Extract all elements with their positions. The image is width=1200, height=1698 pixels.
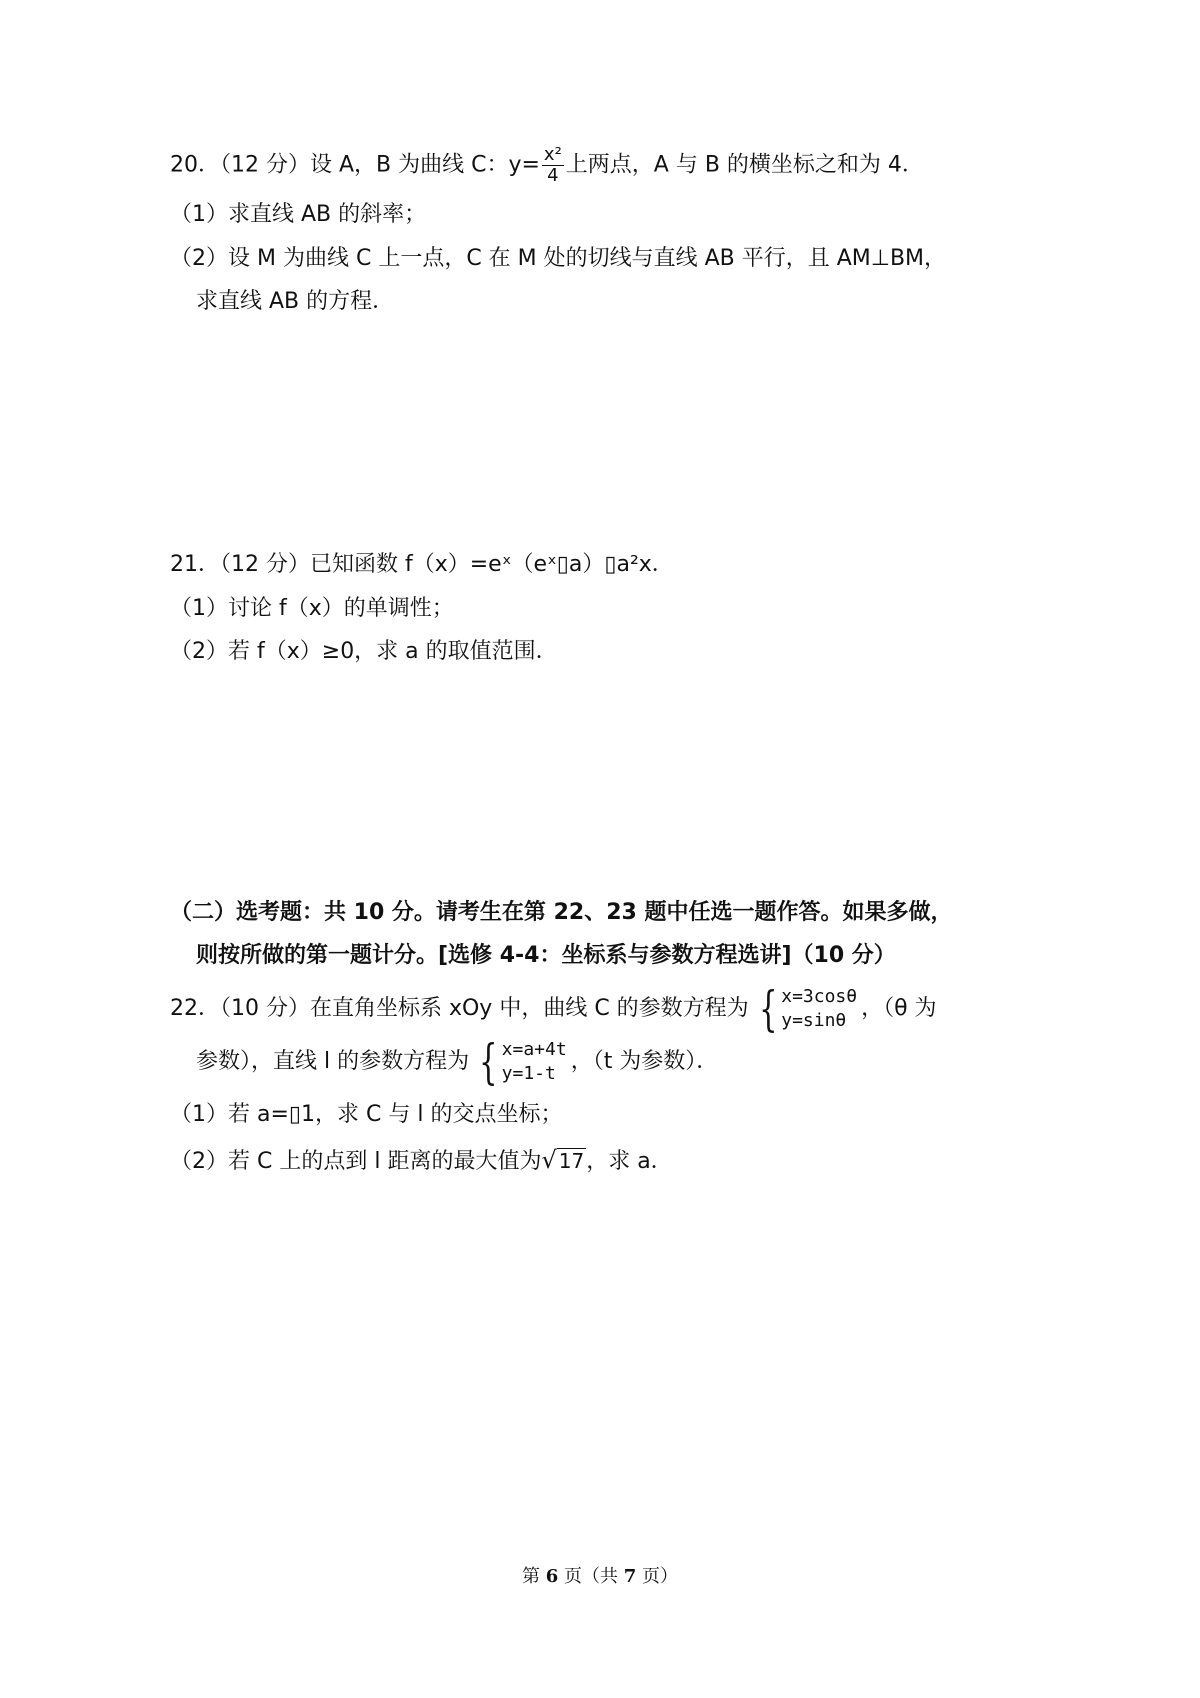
q22-part2-tail: ，求 a． bbox=[586, 1149, 673, 1174]
q22-line-eq-x: x=a+4t bbox=[501, 1039, 567, 1060]
q22-line-system bbox=[473, 1034, 567, 1090]
q22-stem-lead: 22．（10 分）在直角坐标系 xOy 中，曲线 C 的参数方程为 bbox=[170, 996, 749, 1021]
radical-icon: √ bbox=[541, 1146, 557, 1174]
q20-stem-tail: 上两点，A 与 B 的横坐标之和为 4． bbox=[565, 152, 924, 178]
q21-part1: （1）讨论 f（x）的单调性； bbox=[170, 596, 454, 621]
q21-stem: 21．（12 分）已知函数 f（x）=eˣ（eˣ▯a）▯a²x． bbox=[170, 552, 674, 577]
q22-part2 bbox=[170, 1145, 673, 1177]
sqrt-radicand: 17 bbox=[558, 1149, 585, 1173]
q20-part2-line1: （2）设 M 为曲线 C 上一点，C 在 M 处的切线与直线 AB 平行，且 AM⊥BM， bbox=[170, 246, 947, 271]
q21-part2: （2）若 f（x）≥0，求 a 的取值范围． bbox=[170, 639, 558, 664]
page-footer bbox=[0, 1562, 1200, 1588]
q22-curve-eq-x: x=3cosθ bbox=[781, 986, 858, 1007]
q22-curve-system bbox=[753, 981, 858, 1037]
left-brace-icon: { bbox=[758, 981, 778, 1037]
q20-stem-lead: 20．（12 分）设 A，B 为曲线 C：y= bbox=[170, 152, 540, 178]
q20-fraction-numerator: x² bbox=[543, 144, 562, 165]
footer-mid: 页（共 bbox=[564, 1566, 618, 1587]
section-header-line1: （二）选考题：共 10 分。请考生在第 22、23 题中任选一题作答。如果多做， bbox=[170, 900, 953, 925]
footer-total-pages: 7 bbox=[623, 1566, 637, 1587]
q20-stem bbox=[170, 145, 924, 186]
section-header-line2: 则按所做的第一题计分。[选修 4-4：坐标系与参数方程选讲]（10 分） bbox=[196, 943, 896, 968]
q22-stem-lead2: 参数），直线 l 的参数方程为 bbox=[196, 1049, 470, 1074]
left-brace-icon: { bbox=[479, 1034, 498, 1090]
footer-page-number: 6 bbox=[545, 1566, 559, 1587]
q22-stem-after-system2: ，（t 为参数）． bbox=[570, 1049, 719, 1074]
q22-stem-line2 bbox=[196, 1036, 718, 1088]
q22-part1: （1）若 a=▯1，求 C 与 l 的交点坐标； bbox=[170, 1102, 563, 1127]
q20-fraction bbox=[542, 145, 564, 186]
sqrt-expression bbox=[541, 1145, 586, 1177]
q22-part2-lead: （2）若 C 上的点到 l 距离的最大值为 bbox=[170, 1149, 542, 1174]
footer-post: 页） bbox=[642, 1566, 678, 1587]
q22-curve-eq-y: y=sinθ bbox=[781, 1010, 847, 1031]
q20-part2-line2: 求直线 AB 的方程． bbox=[196, 289, 395, 314]
q22-stem-after-system: ，（θ 为 bbox=[861, 996, 937, 1021]
q20-fraction-denominator: 4 bbox=[547, 165, 559, 186]
q20-part1: （1）求直线 AB 的斜率； bbox=[170, 202, 427, 227]
q22-stem bbox=[170, 983, 937, 1035]
footer-pre: 第 bbox=[522, 1566, 540, 1587]
q22-line-eq-y: y=1-t bbox=[501, 1063, 556, 1084]
